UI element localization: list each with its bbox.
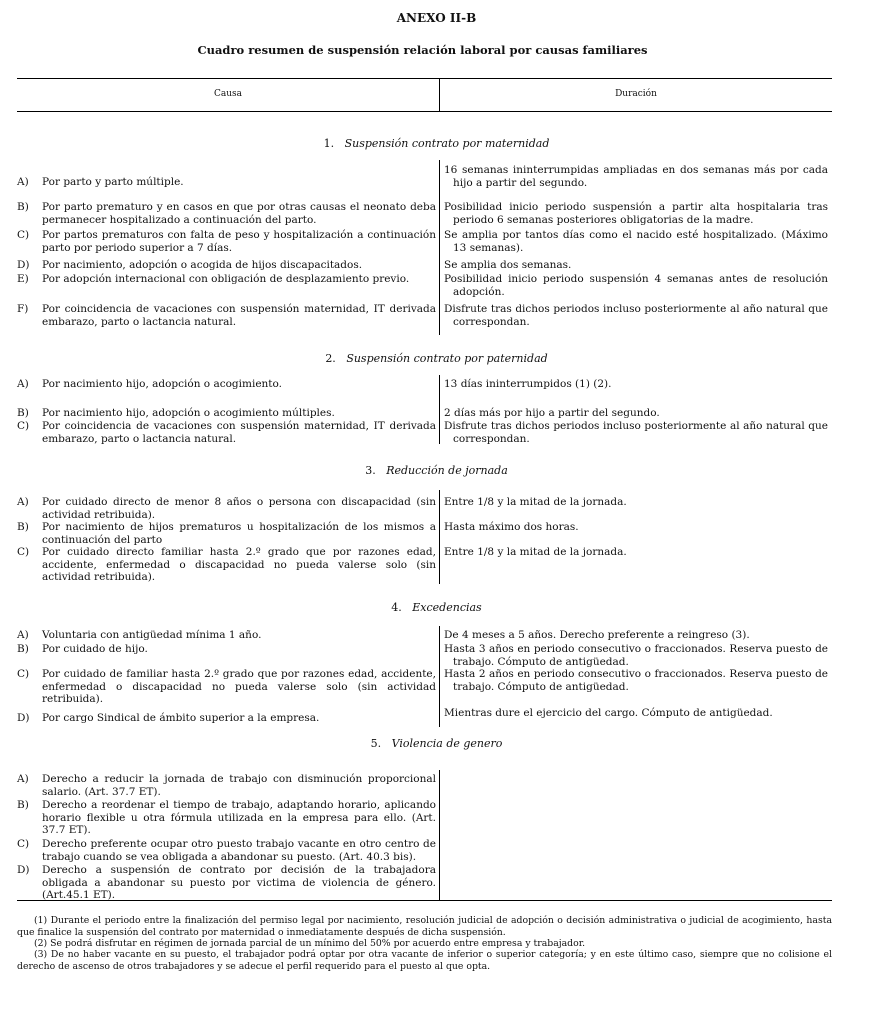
causa-text: Derecho a reordenar el tiempo de trabajo, adaptando horario, aplicando horario flexible u otra fórmula utilizada en la empresa para ello. (Art. 37.7 ET). — [42, 799, 436, 836]
row-letter: B) — [17, 643, 29, 655]
column-header-causa: Causa — [213, 89, 243, 99]
duracion-cell — [444, 201, 828, 226]
footnote-3: (3) De no haber vacante en su puesto, el trabajador podrá optar por otra vacante de inferior o superior categoría; y en este último caso, siempre que no colisione el derecho de ascenso de otros trabajadores y se adecue el perfil requerido para el puesto al que opta. — [17, 949, 832, 972]
section-number: 3. — [365, 464, 376, 477]
duracion-cell — [444, 643, 828, 668]
duracion-cell — [444, 629, 828, 642]
causa-text: Por cuidado de familiar hasta 2.º grado que por razones edad, accidente, enfermedad o discapacidad no pueda valerse solo (sin actividad retribuida). — [42, 668, 436, 705]
duracion-text: De 4 meses a 5 años. Derecho preferente a reingreso (3). — [444, 629, 750, 641]
duracion-text: Posibilidad inicio periodo suspensión a partir alta hospitalaria tras periodo 6 semanas posteriores obligatorias de la madre. — [444, 201, 828, 226]
causa-text: Por cargo Sindical de ámbito superior a la empresa. — [42, 712, 320, 724]
causa-text: Por nacimiento, adopción o acogida de hijos discapacitados. — [42, 259, 363, 271]
footnote-2: (2) Se podrá disfrutar en régimen de jornada parcial de un mínimo del 50% por acuerdo entre empresa y trabajador. — [34, 938, 586, 949]
duracion-text: Disfrute tras dichos periodos incluso posteriormente al año natural que correspondan. — [444, 420, 828, 445]
table-header-rule — [17, 111, 832, 112]
row-letter: C) — [17, 420, 30, 432]
document-subtitle: Cuadro resumen de suspensión relación laboral por causas familiares — [197, 43, 648, 57]
table-top-rule — [17, 78, 832, 79]
footnote-1: (1) Durante el periodo entre la finalización del permiso legal por nacimiento, resolución judicial de adopción o decisión administrativa o judicial de acogimiento, hasta que finalice la suspensión del contrato por maternidad o inmediatamente después de dicha suspensión. — [17, 915, 832, 938]
row-letter: A) — [17, 176, 29, 188]
causa-text: Por nacimiento hijo, adopción o acogimiento múltiples. — [42, 407, 335, 419]
section-title: Reducción de jornada — [386, 464, 508, 477]
section-number: 5. — [370, 737, 382, 750]
section-heading — [0, 137, 873, 150]
section-title: Violencia de genero — [391, 737, 503, 750]
duracion-text: Posibilidad inicio periodo suspensión 4 semanas antes de resolución adopción. — [444, 273, 828, 298]
causa-text: Por coincidencia de vacaciones con suspensión maternidad, IT derivada embarazo, parto o lactancia natural. — [42, 303, 436, 328]
duracion-text: Se amplia dos semanas. — [444, 259, 572, 271]
causa-text: Voluntaria con antigüedad mínima 1 año. — [42, 629, 262, 641]
row-letter: C) — [17, 229, 30, 241]
column-divider — [439, 160, 440, 335]
duracion-text: Entre 1/8 y la mitad de la jornada. — [444, 546, 627, 558]
causa-text: Por nacimiento de hijos prematuros u hospitalización de los mismos a continuación del parto — [42, 521, 436, 546]
duracion-cell — [444, 707, 828, 720]
causa-text: Por adopción internacional con obligación de desplazamiento previo. — [42, 273, 410, 285]
duracion-cell — [444, 546, 828, 559]
column-divider — [439, 626, 440, 727]
duracion-cell — [444, 521, 828, 534]
causa-text: Por cuidado directo familiar hasta 2.º grado que por razones edad, accidente, enfermedad o discapacidad no pueda valerse solo (sin actividad retribuida). — [42, 546, 436, 583]
duracion-text: Hasta 3 años en periodo consecutivo o fraccionados. Reserva puesto de trabajo. Cómputo de antigüedad. — [444, 643, 828, 668]
section-heading — [0, 352, 873, 365]
row-letter: B) — [17, 799, 29, 811]
causa-text: Derecho preferente ocupar otro puesto trabajo vacante en otro centro de trabajo cuando se vea obligada a abandonar su puesto. (Art. 40.3 bis). — [42, 838, 436, 863]
row-letter: C) — [17, 838, 30, 850]
causa-text: Por partos prematuros con falta de peso y hospitalización a continuación parto por periodo superior a 7 días. — [42, 229, 436, 254]
duracion-cell — [444, 164, 828, 189]
row-letter: E) — [17, 273, 29, 285]
document-title: ANEXO II-B — [396, 11, 477, 25]
section-number: 1. — [323, 137, 335, 150]
row-letter: B) — [17, 201, 29, 213]
duracion-text: Hasta 2 años en periodo consecutivo o fraccionados. Reserva puesto de trabajo. Cómputo de antigüedad. — [444, 668, 828, 693]
row-letter: A) — [17, 496, 29, 508]
row-letter: C) — [17, 546, 30, 558]
row-letter: D) — [17, 712, 30, 724]
row-letter: F) — [17, 303, 29, 315]
section-title: Suspensión contrato por paternidad — [346, 352, 548, 365]
column-divider — [439, 490, 440, 584]
causa-text: Por parto y parto múltiple. — [42, 176, 184, 188]
duracion-cell — [444, 229, 828, 254]
row-letter: A) — [17, 378, 29, 390]
column-divider — [439, 770, 440, 900]
section-heading — [0, 737, 873, 750]
duracion-cell — [444, 378, 828, 391]
section-heading — [0, 601, 873, 614]
duracion-text: 2 días más por hijo a partir del segundo. — [444, 407, 660, 419]
duracion-cell — [444, 420, 828, 445]
causa-text: Por parto prematuro y en casos en que por otras causas el neonato deba permanecer hospitalizado a continuación del parto. — [42, 201, 436, 226]
causa-text: Derecho a reducir la jornada de trabajo con disminución proporcional salario. (Art. 37.7 ET). — [42, 773, 436, 798]
causa-text: Por cuidado de hijo. — [42, 643, 148, 655]
row-letter: B) — [17, 407, 29, 419]
duracion-text: Mientras dure el ejercicio del cargo. Cómputo de antigüedad. — [444, 707, 773, 719]
duracion-cell — [444, 273, 828, 298]
duracion-cell — [444, 407, 828, 420]
column-header-duracion: Duración — [615, 89, 657, 99]
duracion-cell — [444, 259, 828, 272]
row-letter: D) — [17, 259, 30, 271]
duracion-text: Disfrute tras dichos periodos incluso posteriormente al año natural que correspondan. — [444, 303, 828, 328]
row-letter: A) — [17, 773, 29, 785]
causa-text: Por coincidencia de vacaciones con suspensión maternidad, IT derivada embarazo, parto o lactancia natural. — [42, 420, 436, 445]
section-title: Suspensión contrato por maternidad — [344, 137, 550, 150]
duracion-cell — [444, 668, 828, 693]
duracion-text: Entre 1/8 y la mitad de la jornada. — [444, 496, 627, 508]
duracion-cell — [444, 496, 828, 509]
duracion-text: Hasta máximo dos horas. — [444, 521, 579, 533]
row-letter: A) — [17, 629, 29, 641]
causa-text: Derecho a suspensión de contrato por decisión de la trabajadora obligada a abandonar su puesto por victima de violencia de género. (Art.45.1 ET). — [42, 864, 436, 901]
column-divider — [439, 375, 440, 444]
section-heading — [0, 464, 873, 477]
duracion-text: Se amplia por tantos días como el nacido esté hospitalizado. (Máximo 13 semanas). — [444, 229, 828, 254]
section-number: 2. — [325, 352, 336, 365]
duracion-cell — [444, 303, 828, 328]
causa-text: Por nacimiento hijo, adopción o acogimiento. — [42, 378, 282, 390]
causa-text: Por cuidado directo de menor 8 años o persona con discapacidad (sin actividad retribuida). — [42, 496, 436, 521]
row-letter: D) — [17, 864, 30, 876]
section-number: 4. — [391, 601, 402, 614]
row-letter: B) — [17, 521, 29, 533]
duracion-text: 13 días ininterrumpidos (1) (2). — [444, 378, 612, 390]
duracion-text: 16 semanas ininterrumpidas ampliadas en dos semanas más por cada hijo a partir del segundo. — [444, 164, 828, 189]
row-letter: C) — [17, 668, 30, 680]
section-title: Excedencias — [412, 601, 482, 614]
